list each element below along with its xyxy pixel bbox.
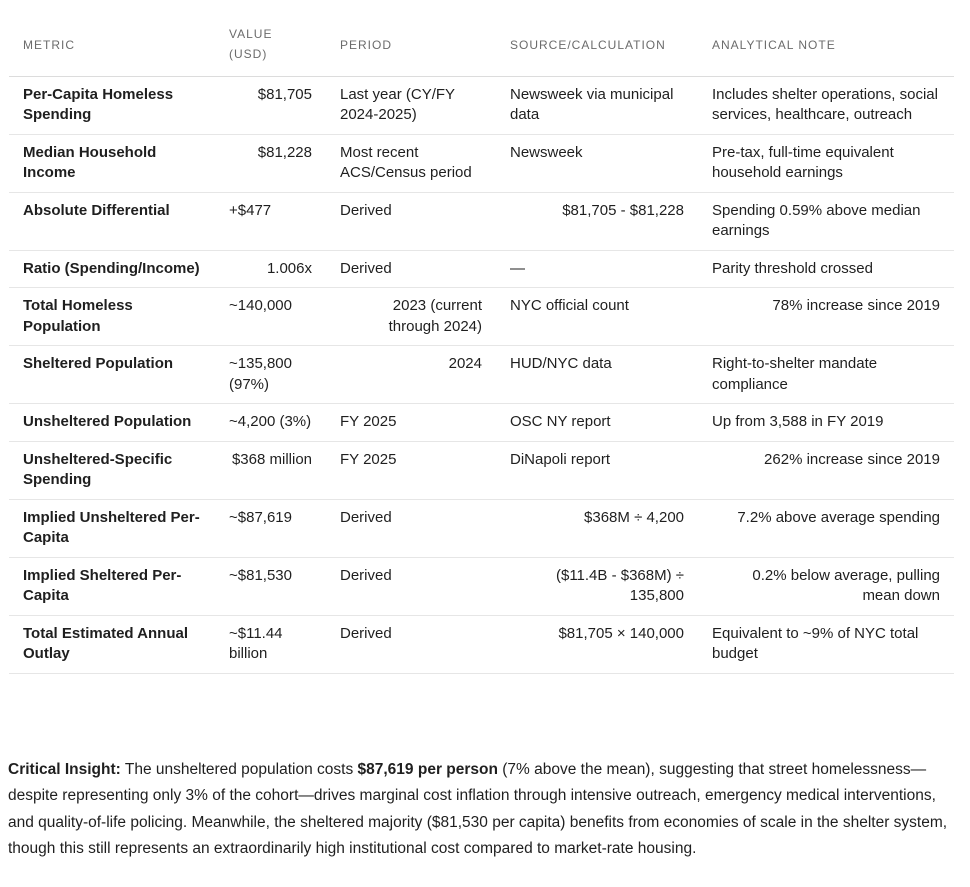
table-row	[9, 192, 954, 250]
cell-source: HUD/NYC data	[496, 346, 698, 404]
cell-value: $81,228	[215, 134, 326, 192]
header-metric: METRIC	[9, 18, 215, 76]
cell-metric: Total Homeless Population	[9, 288, 215, 346]
table-row	[9, 404, 954, 442]
cell-metric: Median Household Income	[9, 134, 215, 192]
cell-source: Newsweek	[496, 134, 698, 192]
table-row	[9, 250, 954, 288]
insight-text-1: The unsheltered population costs	[120, 760, 358, 778]
cell-period: Last year (CY/FY 2024-2025)	[326, 76, 496, 134]
table-row	[9, 499, 954, 557]
cell-note: 0.2% below average, pulling mean down	[698, 557, 954, 615]
cell-note: 7.2% above average spending	[698, 499, 954, 557]
cell-note: Spending 0.59% above median earnings	[698, 192, 954, 250]
cell-note: Equivalent to ~9% of NYC total budget	[698, 615, 954, 673]
header-period: PERIOD	[326, 18, 496, 76]
header-note: ANALYTICAL NOTE	[698, 18, 954, 76]
cell-metric: Unsheltered-Specific Spending	[9, 441, 215, 499]
cell-value: +$477	[215, 192, 326, 250]
insight-label: Critical Insight:	[8, 760, 121, 778]
cell-period: Derived	[326, 192, 496, 250]
cell-value: ~135,800 (97%)	[215, 346, 326, 404]
cell-source: NYC official count	[496, 288, 698, 346]
cell-value: ~$11.44 billion	[215, 615, 326, 673]
cell-metric: Absolute Differential	[9, 192, 215, 250]
table-header-row	[9, 18, 954, 76]
cell-metric: Unsheltered Population	[9, 404, 215, 442]
cell-source: —	[496, 250, 698, 288]
cell-metric: Ratio (Spending/Income)	[9, 250, 215, 288]
table-row	[9, 441, 954, 499]
cell-period: Derived	[326, 499, 496, 557]
cell-period: Derived	[326, 250, 496, 288]
table-row	[9, 76, 954, 134]
cell-source: DiNapoli report	[496, 441, 698, 499]
header-source: SOURCE/CALCULATION	[496, 18, 698, 76]
cell-note: Pre-tax, full-time equivalent household earnings	[698, 134, 954, 192]
table-row	[9, 615, 954, 673]
cell-metric: Implied Unsheltered Per-Capita	[9, 499, 215, 557]
cell-period: 2024	[326, 346, 496, 404]
metrics-table	[9, 18, 954, 674]
cell-note: Parity threshold crossed	[698, 250, 954, 288]
cell-value: ~$81,530	[215, 557, 326, 615]
cell-value: ~140,000	[215, 288, 326, 346]
cell-period: 2023 (current through 2024)	[326, 288, 496, 346]
cell-value: ~$87,619	[215, 499, 326, 557]
cell-note: Right-to-shelter mandate compliance	[698, 346, 954, 404]
cell-source: $368M ÷ 4,200	[496, 499, 698, 557]
cell-value: ~4,200 (3%)	[215, 404, 326, 442]
cell-source: $81,705 - $81,228	[496, 192, 698, 250]
cell-period: FY 2025	[326, 441, 496, 499]
cell-metric: Sheltered Population	[9, 346, 215, 404]
cell-source: $81,705 × 140,000	[496, 615, 698, 673]
cell-note: Up from 3,588 in FY 2019	[698, 404, 954, 442]
cell-metric: Total Estimated Annual Outlay	[9, 615, 215, 673]
cell-source: OSC NY report	[496, 404, 698, 442]
cell-source: ($11.4B - $368M) ÷ 135,800	[496, 557, 698, 615]
table-row	[9, 346, 954, 404]
critical-insight-paragraph	[8, 757, 958, 863]
cell-metric: Per-Capita Homeless Spending	[9, 76, 215, 134]
cell-period: Most recent ACS/Census period	[326, 134, 496, 192]
cell-note: 262% increase since 2019	[698, 441, 954, 499]
cell-period: FY 2025	[326, 404, 496, 442]
cell-value: $81,705	[215, 76, 326, 134]
table-row	[9, 557, 954, 615]
cell-value: $368 million	[215, 441, 326, 499]
cell-note: Includes shelter operations, social services, healthcare, outreach	[698, 76, 954, 134]
header-value: VALUE (USD)	[215, 18, 326, 76]
table-row	[9, 288, 954, 346]
insight-bold-value: $87,619 per person	[357, 760, 498, 778]
cell-metric: Implied Sheltered Per-Capita	[9, 557, 215, 615]
insight-text-2: (7% above the mean), suggesting that street homelessness—despite representing only 3% of the cohort—drives marginal cost inflation through intensive outreach, emergency medical interventions, and quality-of-life policing. Meanwhile, the sheltered majority ($81,530 per capita) benefits from economies of scale in the shelter system, though this still represents an extraordinarily high institutional cost compared to market-rate housing.	[8, 760, 948, 857]
table-row	[9, 134, 954, 192]
cell-period: Derived	[326, 557, 496, 615]
cell-value: 1.006x	[215, 250, 326, 288]
cell-source: Newsweek via municipal data	[496, 76, 698, 134]
cell-note: 78% increase since 2019	[698, 288, 954, 346]
cell-period: Derived	[326, 615, 496, 673]
